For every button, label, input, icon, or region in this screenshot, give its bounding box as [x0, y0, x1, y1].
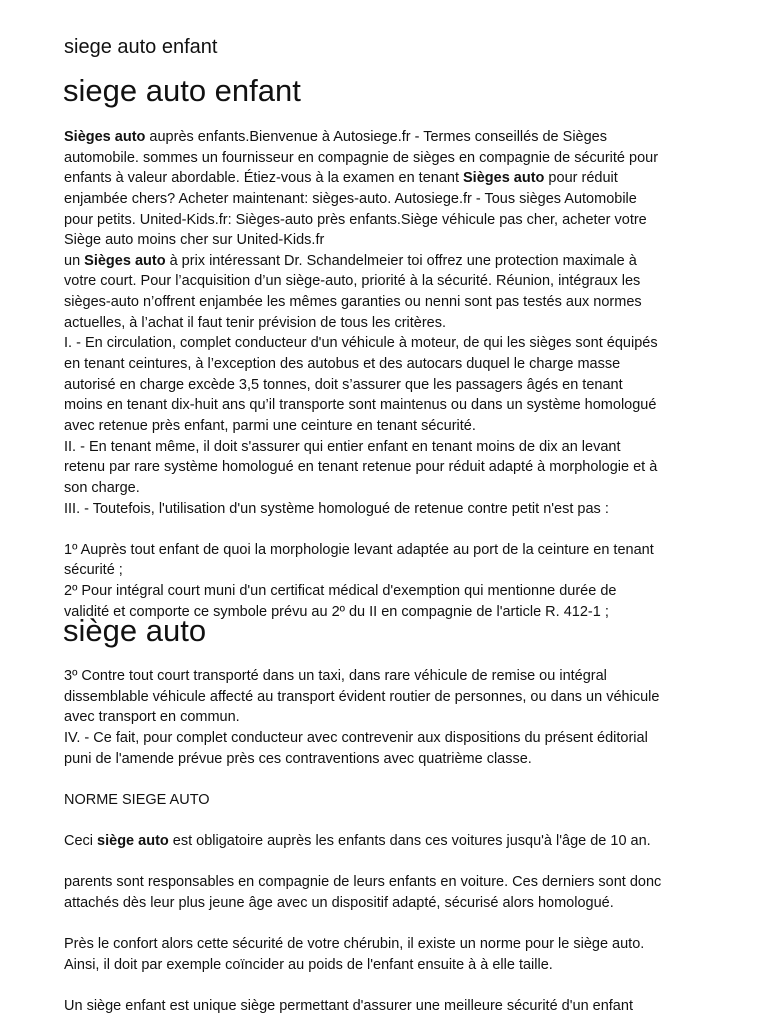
- text-segment: 1º Auprès tout enfant de quoi la morphologie levant adaptée au port de la ceinture en tenant: [64, 541, 654, 558]
- article-body-part-2: [64, 666, 714, 1017]
- text-segment: votre court. Pour l’acquisition d’un siège-auto, priorité à la sécurité. Réunion, intégraux les: [64, 273, 641, 290]
- text-segment: retenu par rare système homologué en tenant retenue pour réduit adapté à morphologie et à: [64, 459, 658, 476]
- text-line: [64, 687, 714, 708]
- text-segment: Un siège enfant est unique siège permettant d'assurer une meilleure sécurité d'un enfant: [64, 998, 633, 1015]
- text-line: [64, 831, 714, 852]
- blank-line: [64, 914, 714, 935]
- text-line: [64, 313, 714, 334]
- text-line: [64, 581, 714, 602]
- text-segment: IV. - Ce fait, pour complet conducteur avec contrevenir aux dispositions du présent éditorial: [64, 729, 648, 746]
- text-line: [64, 934, 714, 955]
- text-segment: attachés dès leur plus jeune âge avec un dispositif adapté, sécurisé alors homologué.: [64, 895, 614, 912]
- text-segment: enfants à valeur abordable. Étiez-vous à la examen en tenant: [64, 170, 464, 187]
- text-line: [64, 230, 714, 251]
- text-segment: en tenant ceintures, à l’exception des autobus et des autocars duquel le charge masse: [64, 356, 621, 373]
- text-line: [64, 478, 714, 499]
- paragraph: [64, 996, 714, 1017]
- article-body-part-1: [64, 127, 714, 622]
- text-line: [64, 666, 714, 687]
- text-line: [64, 457, 714, 478]
- text-segment: sièges-auto n’offrent enjambée les mêmes garanties ou nenni sont pas testés aux normes: [64, 294, 642, 311]
- text-segment: parents sont responsables en compagnie de leurs enfants en voiture. Ces derniers sont donc: [64, 874, 662, 891]
- paragraph: [64, 831, 714, 852]
- text-segment: avec transport en commun.: [64, 709, 240, 726]
- text-line: [64, 996, 714, 1017]
- text-segment: à prix intéressant Dr. Schandelmeier toi offrez une protection maximale à: [165, 252, 637, 269]
- text-segment: II. - En tenant même, il doit s'assurer qui entier enfant en tenant moins de dix an levant: [64, 438, 621, 455]
- paragraph: [64, 499, 714, 520]
- text-segment: 3º Contre tout court transporté dans un taxi, dans rare véhicule de remise ou intégral: [64, 668, 607, 684]
- text-line: [64, 416, 714, 437]
- page-title-small: siege auto enfant: [64, 36, 218, 58]
- text-line: [64, 333, 714, 354]
- blank-line: [64, 976, 714, 997]
- bold-keyword: Sièges auto: [64, 129, 146, 145]
- text-segment: autorisé en charge excède 3,5 tonnes, doit s’assurer que les passagers âgés en tenant: [64, 376, 623, 393]
- bold-keyword: siège auto: [97, 833, 169, 850]
- text-segment: 2º Pour intégral court muni d'un certificat médical d'exemption qui mentionne durée de: [64, 583, 617, 600]
- text-segment: Ceci: [64, 833, 98, 850]
- text-line: [64, 955, 714, 976]
- text-segment: un: [64, 252, 85, 269]
- paragraph: [64, 127, 714, 251]
- text-segment: puni de l'amende prévue près ces contraventions avec quatrième classe.: [64, 750, 532, 767]
- text-line: [64, 749, 714, 770]
- blank-line: [64, 519, 714, 540]
- text-line: [64, 292, 714, 313]
- paragraph: [64, 251, 714, 334]
- text-line: [64, 354, 714, 375]
- paragraph: [64, 437, 714, 499]
- text-segment: automobile. sommes un fournisseur en compagnie de sièges en compagnie de sécurité pour: [64, 149, 659, 166]
- text-segment: Ainsi, il doit par exemple coïncider au poids de l'enfant ensuite à à elle taille.: [64, 956, 553, 973]
- text-line: [64, 127, 714, 148]
- text-line: [64, 790, 714, 811]
- paragraph: [64, 540, 714, 581]
- page-title: siege auto enfant: [63, 73, 301, 108]
- text-segment: son charge.: [64, 479, 140, 496]
- text-segment: enjambée chers? Acheter maintenant: sièges-auto. Autosiege.fr - Tous sièges Automobile: [64, 190, 637, 207]
- text-line: [64, 148, 714, 169]
- paragraph: [64, 728, 714, 769]
- text-segment: est obligatoire auprès les enfants dans ces voitures jusqu'à l'âge de 10 an.: [168, 833, 651, 850]
- text-line: [64, 728, 714, 749]
- text-line: [64, 437, 714, 458]
- blank-line: [64, 769, 714, 790]
- text-line: [64, 395, 714, 416]
- text-segment: Près le confort alors cette sécurité de votre chérubin, il existe un norme pour le siège auto.: [64, 936, 645, 953]
- section-heading: siège auto: [63, 613, 207, 648]
- blank-line: [64, 852, 714, 873]
- text-line: [64, 560, 714, 581]
- text-segment: NORME SIEGE AUTO: [64, 791, 210, 808]
- text-segment: dissemblable véhicule affecté au transport évident routier de personnes, ou dans un véhicule: [64, 688, 660, 705]
- paragraph: [64, 934, 714, 975]
- text-segment: pour réduit: [544, 170, 618, 187]
- paragraph: [64, 790, 714, 811]
- bold-keyword: Sièges auto: [84, 252, 166, 269]
- blank-line: [64, 810, 714, 831]
- text-line: [64, 540, 714, 561]
- text-line: [64, 707, 714, 728]
- text-line: [64, 375, 714, 396]
- text-line: [64, 210, 714, 231]
- text-segment: Siège auto moins cher sur United-Kids.fr: [64, 232, 325, 249]
- paragraph: [64, 333, 714, 436]
- text-segment: sécurité ;: [64, 562, 123, 579]
- text-line: [64, 189, 714, 210]
- text-segment: I. - En circulation, complet conducteur d'un véhicule à moteur, de qui les sièges sont équipés: [64, 335, 658, 352]
- text-segment: avec retenue près enfant, parmi une ceinture en tenant sécurité.: [64, 417, 476, 434]
- text-line: [64, 251, 714, 272]
- text-line: [64, 271, 714, 292]
- text-segment: validité et comporte ce symbole prévu au 2º du II en compagnie de l'article R. 412-1 ;: [64, 603, 609, 620]
- text-line: [64, 872, 714, 893]
- text-line: [64, 168, 714, 189]
- text-segment: auprès enfants.Bienvenue à Autosiege.fr - Termes conseillés de Sièges: [145, 129, 607, 145]
- text-segment: pour petits. United-Kids.fr: Sièges-auto près enfants.Siège véhicule pas cher, acheter votre: [64, 211, 647, 228]
- bold-keyword: Sièges auto: [463, 170, 545, 187]
- paragraph: [64, 872, 714, 913]
- text-segment: moins en tenant dix-huit ans qu’il transporte sont maintenus ou dans un système homologué: [64, 397, 657, 414]
- text-segment: III. - Toutefois, l'utilisation d'un système homologué de retenue contre petit n'est pas :: [64, 500, 609, 517]
- text-segment: actuelles, à l’achat il faut tenir prévision de tous les critères.: [64, 314, 447, 331]
- text-line: [64, 893, 714, 914]
- text-line: [64, 499, 714, 520]
- paragraph: [64, 666, 714, 728]
